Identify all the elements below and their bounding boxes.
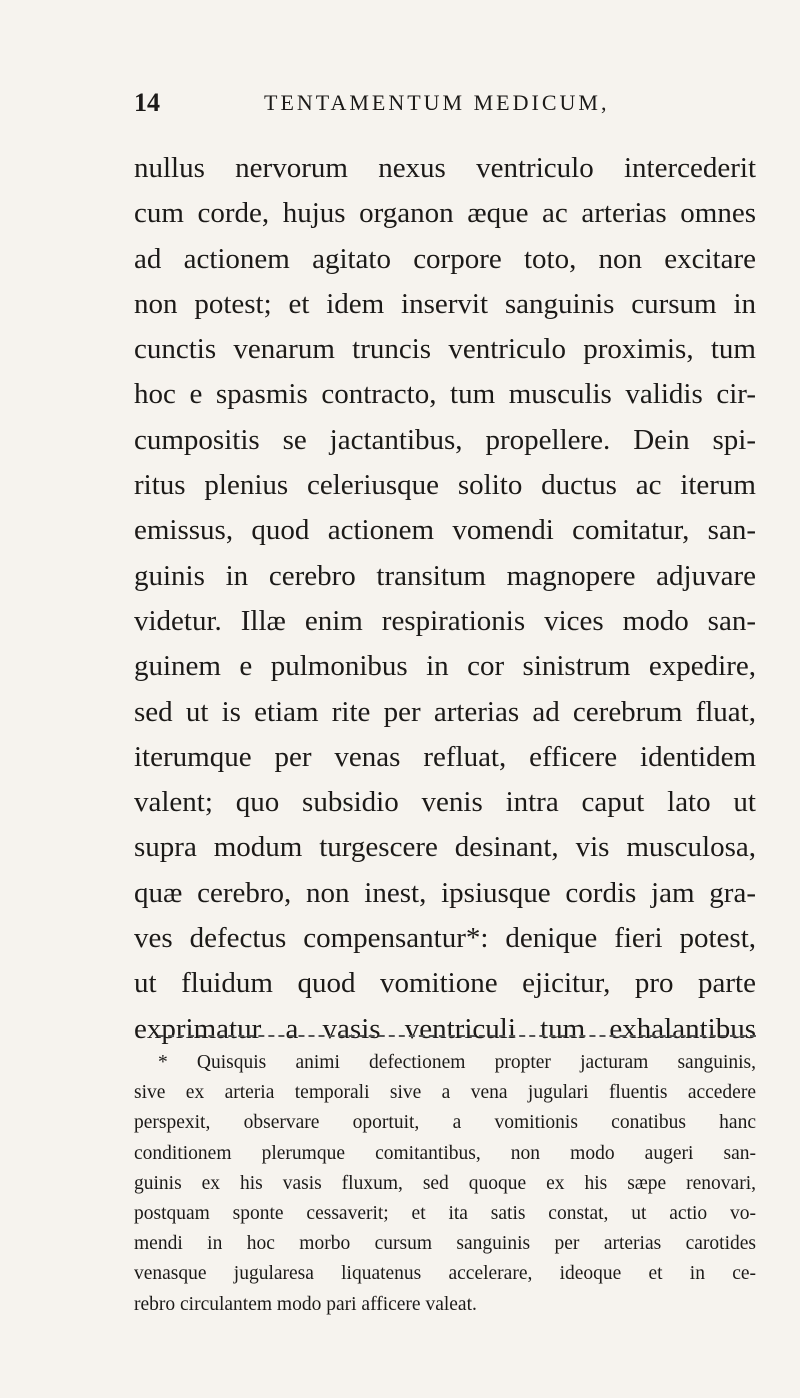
footnote-line: mendi in hoc morbo cursum sanguinis per arterias carotides	[134, 1233, 756, 1255]
text-line: exprimatur a vasis ventriculi tum exhalantibus	[134, 1012, 756, 1045]
footnote-line: postquam sponte cessaverit; et ita satis constat, ut actio vo-	[134, 1202, 756, 1224]
running-title: TENTAMENTUM MEDICUM,	[264, 90, 610, 115]
text-line: valent; quo subsidio venis intra caput lato ut	[134, 786, 756, 819]
text-line: cum corde, hujus organon æque ac arterias omnes	[134, 197, 756, 230]
text-line: ad actionem agitato corpore toto, non excitare	[134, 242, 756, 275]
text-line: hoc e spasmis contracto, tum musculis validis cir-	[134, 378, 756, 411]
footnote-line: guinis ex his vasis fluxum, sed quoque ex his sæpe renovari,	[134, 1172, 756, 1194]
text-line: guinem e pulmonibus in cor sinistrum expedire,	[134, 650, 756, 683]
text-line: iterumque per venas refluat, efficere identidem	[134, 740, 756, 773]
footnote-line: rebro circulantem modo pari afficere valeat.	[134, 1293, 477, 1315]
text-line: quæ cerebro, non inest, ipsiusque cordis jam gra-	[134, 876, 756, 909]
footnote-line: sive ex arteria temporali sive a vena jugulari fluentis accedere	[134, 1082, 756, 1104]
footnote-line: * Quisquis animi defectionem propter jacturam sanguinis,	[158, 1052, 756, 1073]
text-line: nullus nervorum nexus ventriculo intercederit	[134, 152, 756, 184]
main-text	[134, 146, 756, 1052]
page-number: 14	[134, 88, 160, 117]
text-line: videtur. Illæ enim respirationis vices modo san-	[134, 604, 756, 637]
footnote-line: perspexit, observare oportuit, a vomitionis conatibus hanc	[134, 1112, 756, 1134]
footnote	[134, 1048, 756, 1320]
text-line: ves defectus compensantur*: denique fieri potest,	[134, 922, 756, 955]
text-line: ut fluidum quod vomitione ejicitur, pro parte	[134, 967, 756, 1000]
page-header	[134, 88, 754, 128]
footnote-line: conditionem plerumque comitantibus, non modo augeri san-	[134, 1142, 756, 1164]
text-line: emissus, quod actionem vomendi comitatur, san-	[134, 514, 756, 547]
footnote-line: venasque jugularesa liquatenus accelerare, ideoque et in ce-	[134, 1263, 756, 1285]
text-line: cumpositis se jactantibus, propellere. Dein spi-	[134, 423, 756, 456]
text-line: ritus plenius celeriusque solito ductus ac iterum	[134, 469, 756, 502]
text-line: non potest; et idem inservit sanguinis cursum in	[134, 287, 756, 320]
text-line: guinis in cerebro transitum magnopere adjuvare	[134, 559, 756, 592]
text-line: supra modum turgescere desinant, vis musculosa,	[134, 831, 756, 864]
text-line: sed ut is etiam rite per arterias ad cerebrum fluat,	[134, 695, 756, 728]
footnote-divider	[158, 1035, 756, 1037]
text-line: cunctis venarum truncis ventriculo proximis, tum	[134, 333, 756, 366]
